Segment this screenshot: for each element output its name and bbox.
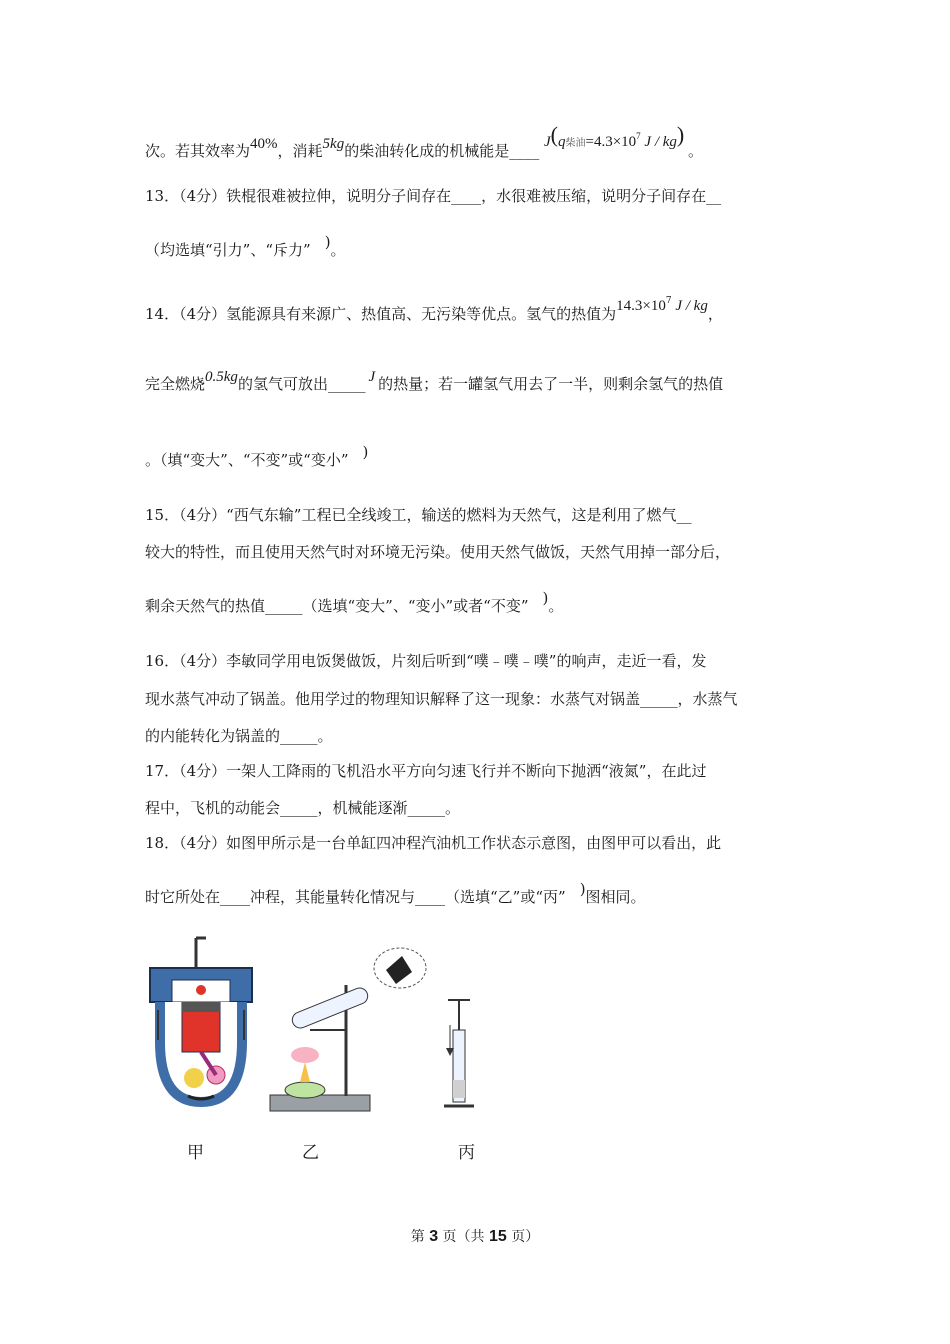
engine-diagram	[150, 938, 252, 1102]
q12-formula: J(q柴油$=4.3\times 10^7$ J / kg)	[544, 122, 685, 150]
q13-end: 。	[330, 241, 346, 259]
q17-line-2: 程中，飞机的动能会_____，机械能逐渐_____。	[145, 799, 461, 817]
q14-line-1	[145, 296, 723, 324]
q14-line-3: 。（填“变大”、“不变”或“变小” )	[145, 443, 369, 469]
q12-q-symbol: q	[558, 134, 566, 150]
q18-line-1: 18．（4分）如图甲所示是一台单缸四冲程汽油机工作状态示意图，由图甲可以看出，此	[145, 834, 722, 852]
q12-text: 的柴油转化成的机械能是____	[344, 142, 540, 160]
q12-q-unit: J / kg	[640, 134, 677, 150]
test-tube-diagram	[270, 948, 426, 1111]
q12-unit-j: J	[544, 134, 551, 150]
q13-line-2: （均选填“引力”、“斥力” )。	[145, 233, 346, 259]
page-number: 3	[429, 1228, 439, 1245]
piston-diagram	[444, 1000, 474, 1106]
q15-line-3: 剩余天然气的热值_____（选填“变大”、“变小”或者“不变” )。	[145, 589, 564, 615]
page-footer	[0, 1226, 950, 1246]
q12-q-subscript: 柴油	[565, 138, 586, 149]
total-pages: 15	[489, 1228, 507, 1245]
q12-continuation-line	[145, 122, 703, 162]
footer-text: 第	[410, 1229, 430, 1245]
q18-end: 图相同。	[585, 888, 646, 906]
footer-text: 页）	[506, 1229, 540, 1245]
q12-mass: 5kg	[322, 136, 345, 152]
q14-unit-j: J	[368, 369, 376, 385]
q12-text: 次。若其效率为	[145, 142, 251, 160]
q14-heat-value: 14.3×10	[616, 298, 666, 314]
q14-text: 的热量；若一罐氢气用去了一半，则剩余氢气的热值	[378, 375, 724, 393]
q16-line-2: 现水蒸气冲动了锅盖。他用学过的物理知识解释了这一现象：水蒸气对锅盖_____，水蒸气	[145, 690, 738, 708]
q15-end: 。	[548, 597, 564, 615]
q14-text: 14．（4分）氢能源具有来源广、热值高、无污染等优点。氢气的热值为	[145, 305, 617, 323]
q14-mass: 0.5kg	[205, 369, 238, 385]
q17-line-1: 17．（4分）一架人工降雨的飞机沿水平方向匀速飞行并不断向下抛洒“液氮”，在此过	[145, 762, 707, 780]
q12-q-exponent: 7	[636, 131, 641, 141]
figure-label-jia: 甲	[187, 1143, 204, 1163]
figure-label-yi: 乙	[302, 1143, 319, 1163]
q14-text: 。（填“变大”、“不变”或“变小”	[145, 451, 349, 469]
q14-text: ，	[707, 305, 723, 323]
q14-unit: J / kg	[671, 298, 708, 314]
q14-line-2	[145, 369, 724, 394]
q18-text: 时它所处在____冲程，其能量转化情况与____（选填“乙”或“丙”	[145, 888, 566, 906]
q12-end: 。	[687, 142, 703, 160]
q13-text: （均选填“引力”、“斥力”	[145, 241, 311, 259]
q18-line-2: 时它所处在____冲程，其能量转化情况与____（选填“乙”或“丙” )图相同。	[145, 880, 646, 906]
q16-line-3: 的内能转化为锅盖的_____。	[145, 727, 333, 745]
q14-exponent: 7	[665, 296, 672, 306]
q15-text: 剩余天然气的热值_____（选填“变大”、“变小”或者“不变”	[145, 597, 529, 615]
q12-text: ，消耗	[277, 142, 323, 160]
q12-efficiency: 40%	[250, 136, 278, 152]
figure-label-bing: 丙	[458, 1143, 475, 1163]
q18-figure	[140, 930, 500, 1130]
q15-line-2: 较大的特性，而且使用天然气时对环境无污染。使用天然气做饭，天然气用掉一部分后，	[145, 543, 731, 561]
footer-text: 页（共	[438, 1229, 489, 1245]
q12-q-value: =4.3×10	[585, 134, 637, 150]
q16-line-1: 16．（4分）李敏同学用电饭煲做饭，片刻后听到“噗﹣噗﹣噗”的响声，走近一看，发	[145, 652, 707, 670]
q15-line-1: 15．（4分）“西气东输”工程已全线竣工，输送的燃料为天然气，这是利用了燃气__	[145, 506, 692, 524]
q13-line-1: 13．（4分）铁棍很难被拉伸，说明分子间存在____，水很难被压缩，说明分子间存在__	[145, 187, 722, 205]
q14-text: 完全燃烧	[145, 375, 206, 393]
q14-text: 的氢气可放出_____	[237, 375, 366, 393]
